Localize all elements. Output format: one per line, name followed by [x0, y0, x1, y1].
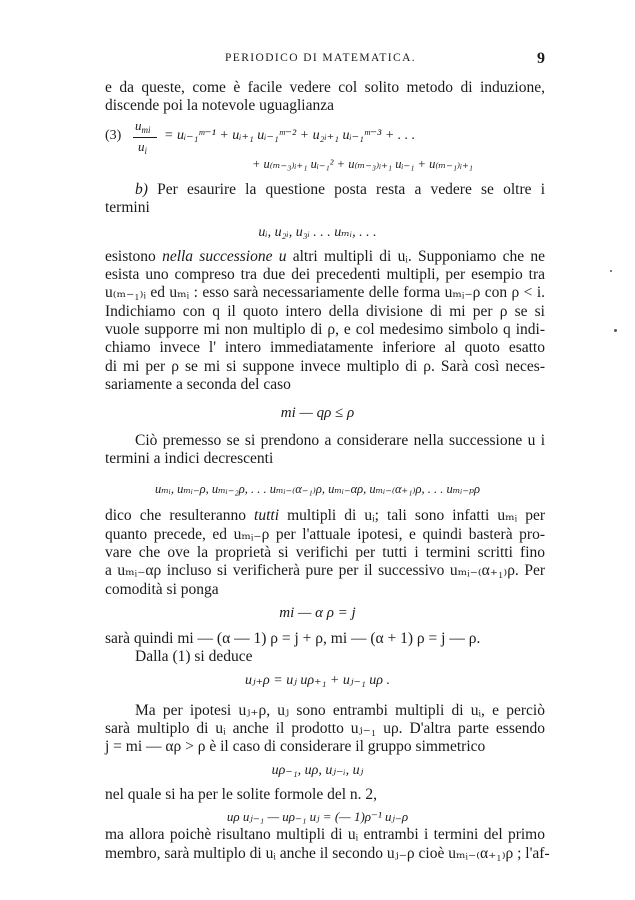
- margin-mark: [610, 270, 612, 272]
- text-line-19: vare che ove la proprietà si verifichi per tutti i termini scritti fino: [105, 543, 545, 561]
- margin-mark: [614, 329, 617, 332]
- text-line-7-end: altri multipli di uᵢ. Supponiamo che ne: [292, 247, 545, 265]
- symmetric-group: uρ₋₁, uρ, uⱼ₋ᵢ, uⱼ: [271, 763, 364, 779]
- equation-symmetric: uρ uⱼ₋₁ — uρ₋₁ uⱼ = (— 1)ρ⁻¹ uⱼ₋ρ: [226, 808, 409, 824]
- text-line-27: nel quale si ha per le solite formole del n. 2,: [105, 785, 378, 803]
- equation-3-label: (3): [105, 127, 122, 143]
- equation-3-line-1: = uᵢ₋₁ᵐ⁻¹ + uᵢ₊₁ uᵢ₋₁ᵐ⁻² + u₂ᵢ₊₁ uᵢ₋₁ᵐ⁻³ + . . .: [164, 127, 416, 143]
- equation-deduced: uⱼ₊ρ = uⱼ uρ₊₁ + uⱼ₋₁ uρ .: [244, 673, 391, 689]
- text-line-7: [105, 247, 545, 267]
- fraction-bar: [133, 137, 157, 138]
- text-line-16: termini a indici decrescenti: [105, 450, 274, 468]
- numerator-subscript: mi: [141, 125, 151, 136]
- denominator-symbol: u: [138, 139, 145, 155]
- text-line-17-end: multipli di uᵢ; tali sono infatti uₘᵢ per: [287, 507, 546, 525]
- text-line-7-start: esistono: [105, 247, 156, 265]
- page-number: 9: [537, 50, 545, 67]
- text-line-13: di mi per ρ se mi si suppone invece multiplo di ρ. Sarà così neces-: [105, 357, 545, 375]
- text-line-17: [105, 506, 545, 526]
- text-line-21: comodità si ponga: [105, 580, 219, 598]
- sequence-multiples: uᵢ, u₂ᵢ, u₃ᵢ . . . uₘᵢ, . . .: [258, 224, 377, 240]
- text-line-10: Indichiamo con q il quoto intero della divisione di mi per ρ se si: [105, 302, 545, 320]
- text-line-20: a uₘᵢ₋αρ incluso si verificherà pure per il successivo uₘᵢ₋₍α₊₁₎ρ. Per: [105, 562, 545, 580]
- text-line-12: chiamo invece l' intero immediatamente inferiore al quoto esatto: [105, 339, 545, 357]
- text-line-11: vuole supporre mi non multiplo di ρ, e col medesimo simbolo q indi-: [105, 321, 545, 339]
- text-line-17-italic: tutti: [254, 507, 280, 525]
- text-line-26: j = mi — αρ > ρ è il caso di considerare il gruppo simmetrico: [105, 738, 486, 756]
- running-title: PERIODICO DI MATEMATICA.: [225, 52, 417, 64]
- text-line-22: sarà quindi mi — (α — 1) ρ = j + ρ, mi — (α + 1) ρ = j — ρ.: [105, 630, 481, 648]
- text-line-2: discende poi la notevole uguaglianza: [105, 97, 334, 115]
- text-line-6: termini: [105, 199, 150, 217]
- text-line-5-body: Per esaurire la questione posta resta a vedere se oltre i: [157, 180, 545, 198]
- inequality: mi — qρ ≤ ρ: [280, 404, 355, 421]
- text-line-7-italic: nella successione u: [162, 247, 287, 265]
- text-line-29: membro, sarà multiplo di uᵢ anche il secondo uⱼ₋ρ cioè uₘᵢ₋₍α₊₁₎ρ ; l'af-: [105, 844, 550, 862]
- text-line-28: ma allora poichè risultano multipli di uᵢ entrambi i termini del primo: [105, 826, 545, 844]
- fraction-numerator: [135, 118, 151, 135]
- text-line-24: Ma per ipotesi uⱼ₊ρ, uⱼ sono entrambi multipli di uᵢ, e perciò: [135, 701, 545, 719]
- numerator-symbol: u: [135, 118, 142, 134]
- text-line-15: Ciò premesso se si prendono a considerare nella successione u i: [135, 432, 545, 450]
- text-line-1: e da queste, come è facile vedere col solito metodo di induzione,: [105, 79, 545, 96]
- fraction-denominator: [138, 139, 147, 156]
- text-line-14: sariamente a seconda del caso: [105, 376, 291, 394]
- text-line-18: quanto precede, ed uₘᵢ₋ρ per l'attuale ipotesi, e quindi basterà pro-: [105, 525, 545, 543]
- text-line-8: esista uno compreso tra due dei precedenti multipli, per esempio tra: [105, 266, 545, 284]
- item-label-b: b): [135, 180, 148, 198]
- equation-3-line-2: + u₍ₘ₋₃₎ᵢ₊₁ uᵢ₋₁² + u₍ₘ₋₃₎ᵢ₊₁ uᵢ₋₁ + u₍ₘ₋₁₎ᵢ₊₁: [252, 157, 474, 172]
- text-line-25: sarà multiplo di uᵢ anche il prodotto uⱼ₋₁ uρ. D'altra parte essendo: [105, 719, 545, 737]
- equation-j: mi — α ρ = j: [279, 605, 356, 622]
- sequence-decreasing-indices: uₘᵢ, uₘᵢ₋ρ, uₘᵢ₋₂ρ, . . . uₘᵢ₋₍α₋₁₎ρ, uₘᵢ₋αρ, uₘᵢ₋₍α₊₁₎ρ, . . . uₘᵢ₋ₚρ: [154, 481, 481, 496]
- equation-3-fraction: [133, 118, 159, 158]
- text-line-17-start: dico che resulteranno: [105, 507, 246, 525]
- text-line-9: u₍ₘ₋₁₎ᵢ ed uₘᵢ : esso sarà necessariamente delle forma uₘᵢ₋ρ con ρ < i.: [105, 284, 545, 302]
- denominator-subscript: i: [144, 146, 148, 157]
- text-line-23: Dalla (1) si deduce: [135, 648, 253, 666]
- text-line-5: [105, 180, 545, 200]
- running-header: [105, 50, 545, 70]
